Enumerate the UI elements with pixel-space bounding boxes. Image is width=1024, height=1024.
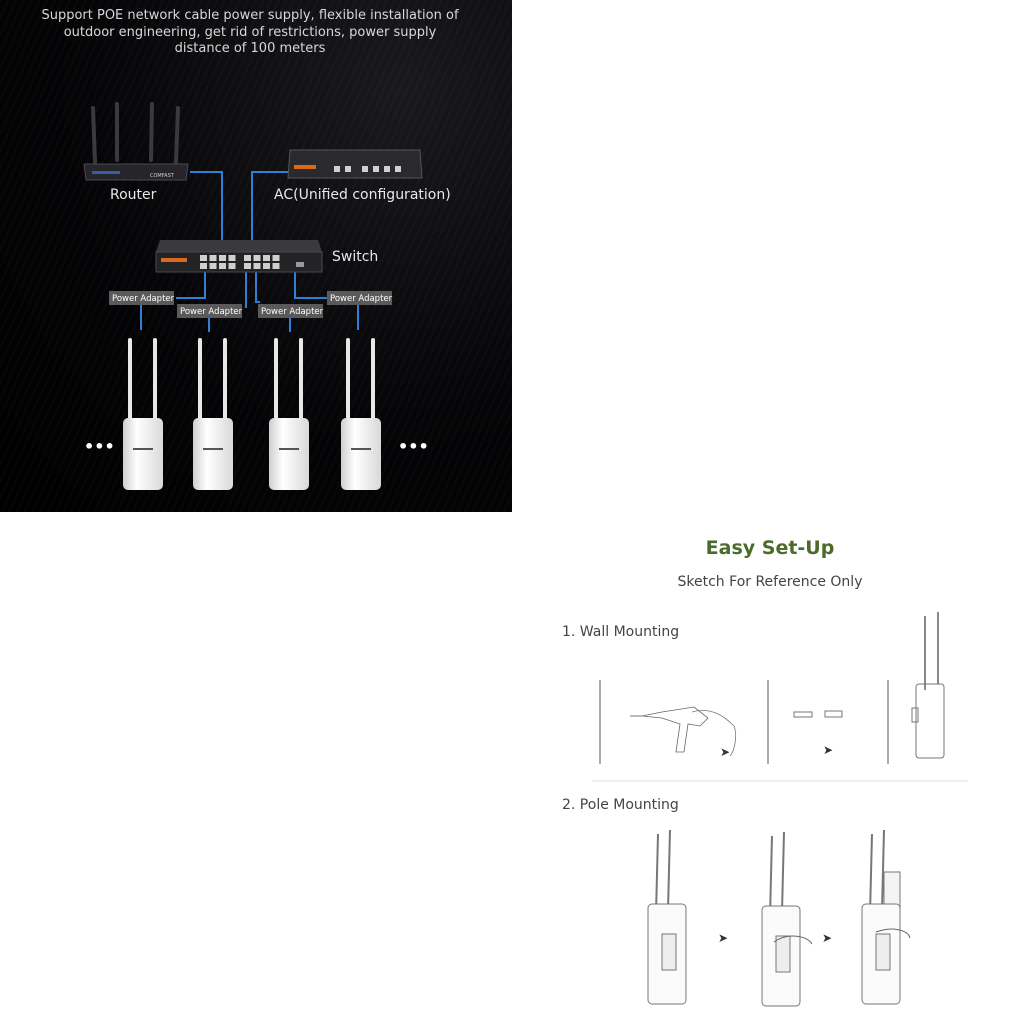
access-point-3	[269, 338, 309, 490]
access-point-2	[193, 338, 233, 490]
power-adapter-3	[258, 304, 324, 318]
router-brand: COMFAST	[150, 173, 174, 179]
switch-port	[263, 263, 270, 269]
switch-port	[219, 263, 226, 269]
router-device	[84, 104, 188, 180]
pole-mounting-sketch	[648, 830, 910, 1006]
switch-port	[273, 263, 280, 269]
switch-port	[263, 255, 270, 261]
access-point-4	[341, 338, 381, 490]
switch-port	[229, 263, 236, 269]
caption-line-1: Support POE network cable power supply, flexible installation of	[41, 8, 459, 23]
arrow-icon: ➤	[718, 931, 729, 945]
setup-title: Easy Set-Up	[705, 537, 835, 559]
setup-subtitle: Sketch For Reference Only	[677, 574, 863, 590]
arrow-icon: ➤	[822, 931, 833, 945]
power-adapter-2	[177, 304, 243, 318]
switch-port	[244, 255, 251, 261]
switch-port	[200, 263, 207, 269]
poe-network-svg	[0, 0, 512, 512]
adapter-label: Power Adapter	[180, 307, 243, 317]
switch-port	[219, 255, 226, 261]
mounting-sketch-svg	[512, 512, 1024, 1024]
adapter-label: Power Adapter	[330, 294, 393, 304]
switch-port	[254, 255, 261, 261]
switch-port	[273, 255, 280, 261]
switch-port	[244, 263, 251, 269]
wall-mounting-sketch	[592, 612, 968, 781]
access-point-1	[123, 338, 163, 490]
switch-port	[200, 255, 207, 261]
easy-setup-panel	[512, 512, 1024, 1024]
adapter-label: Power Adapter	[261, 307, 324, 317]
switch-port	[254, 263, 261, 269]
pole-step-2-ap	[762, 832, 800, 1006]
switch-port	[210, 255, 217, 261]
switch-port	[210, 263, 217, 269]
power-adapter-4	[327, 291, 393, 305]
more-left-indicator: •••	[84, 437, 115, 456]
caption-line-3: distance of 100 meters	[174, 41, 326, 56]
ac-controller-device	[288, 150, 422, 178]
switch-port	[229, 255, 236, 261]
arrow-icon: ➤	[720, 745, 731, 759]
pole-step-3-ap	[862, 830, 900, 1004]
pole-step-1-ap	[648, 830, 686, 1004]
poe-diagram-panel	[0, 0, 512, 512]
more-right-indicator: •••	[398, 437, 429, 456]
power-adapter-1	[109, 291, 175, 305]
arrow-icon: ➤	[823, 743, 834, 757]
switch-label: Switch	[332, 249, 379, 265]
router-label: Router	[110, 187, 157, 203]
caption-line-2: outdoor engineering, get rid of restrictions, power supply	[63, 24, 437, 40]
pole-mounting-label: 2. Pole Mounting	[562, 797, 679, 813]
ac-label: AC(Unified configuration)	[274, 187, 451, 203]
adapter-label: Power Adapter	[112, 294, 175, 304]
wall-mounting-label: 1. Wall Mounting	[562, 624, 680, 640]
poe-switch-device	[156, 240, 322, 272]
